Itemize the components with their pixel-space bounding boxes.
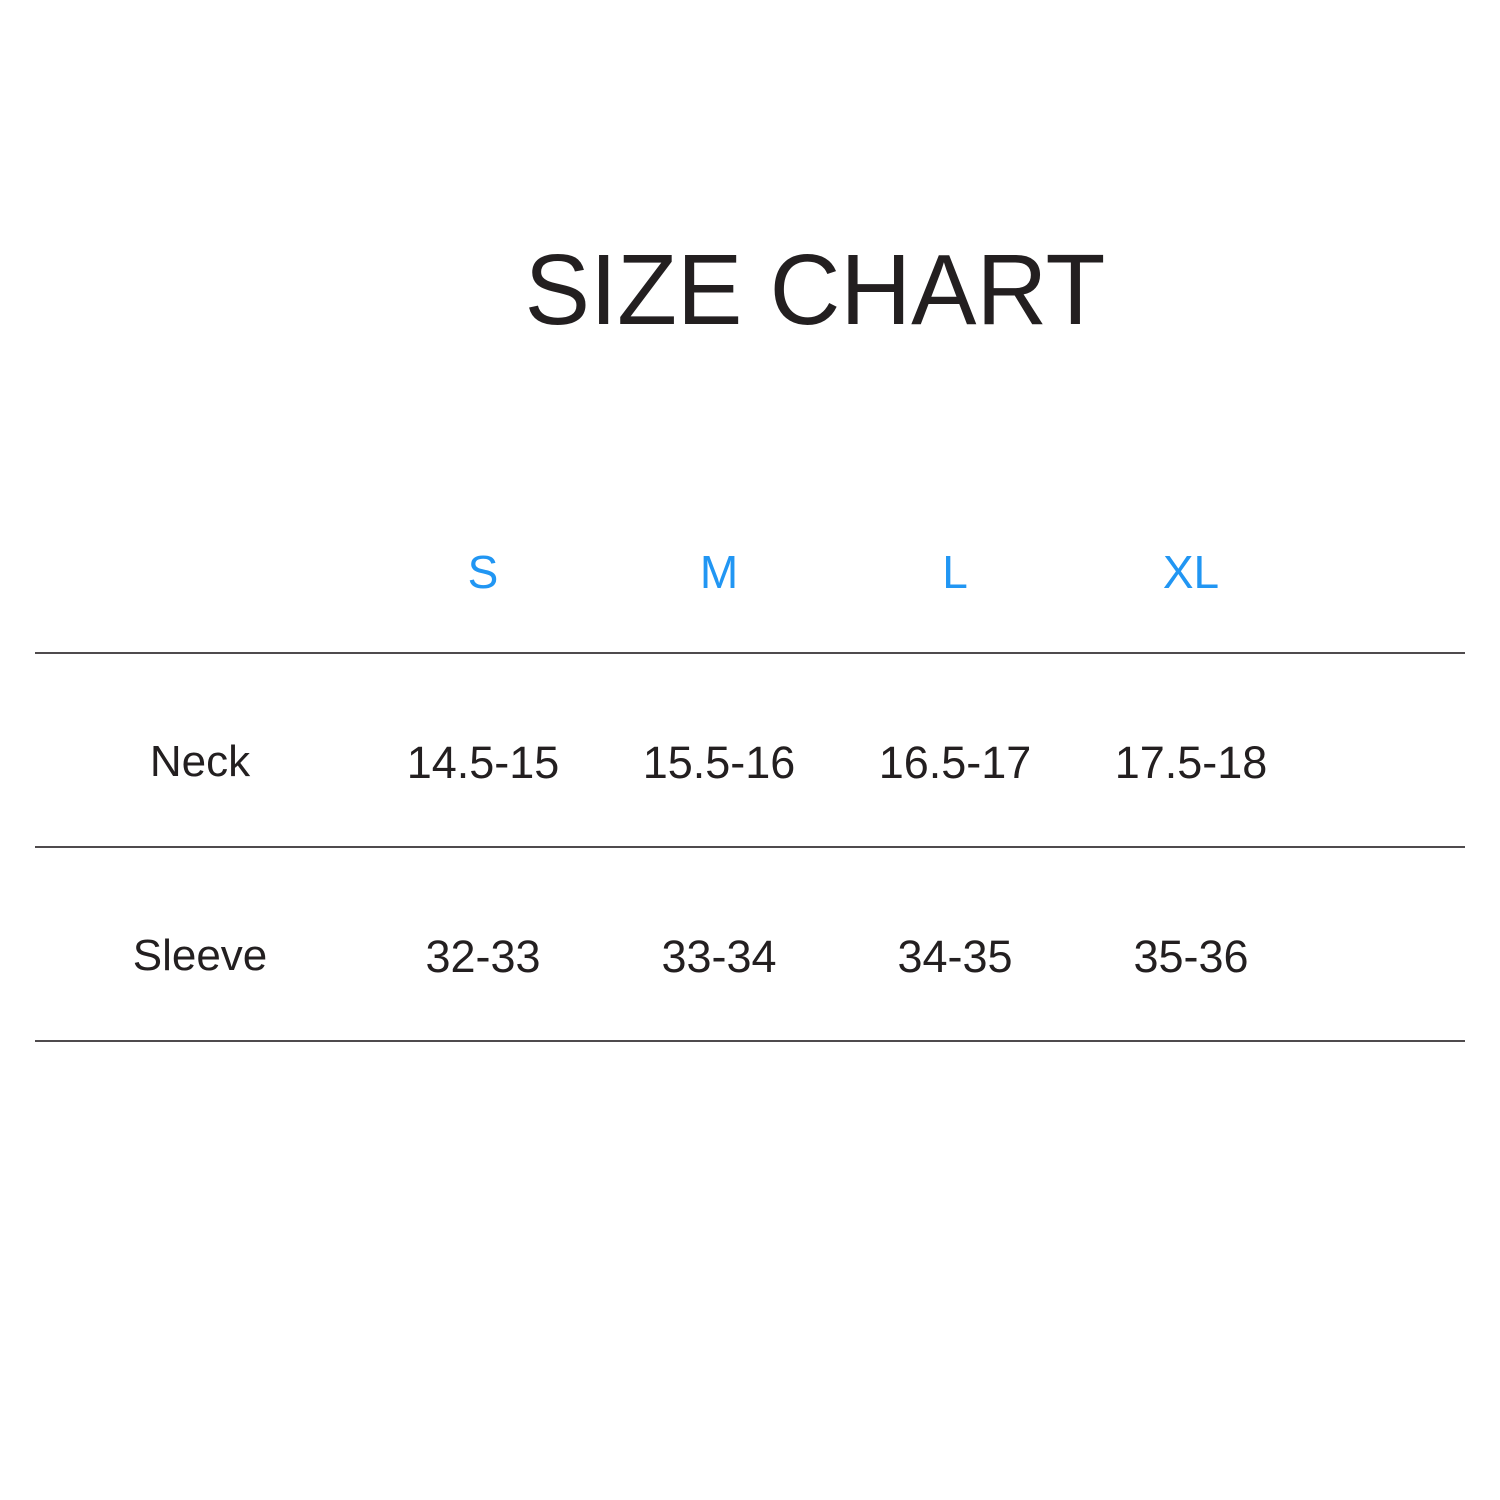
neck-value-m: 15.5-16: [642, 736, 796, 788]
neck-value-l: 16.5-17: [878, 736, 1032, 788]
neck-value-s: 14.5-15: [406, 736, 560, 788]
sleeve-value-l: 34-35: [897, 930, 1013, 982]
column-header-s: S: [467, 546, 499, 598]
table-row-sleeve: [35, 848, 1465, 1042]
table-row-neck: [35, 654, 1465, 848]
sleeve-value-xl: 35-36: [1133, 930, 1249, 982]
column-header-xl: XL: [1162, 546, 1220, 598]
size-table-header-row: [35, 492, 1465, 654]
row-label-sleeve: Sleeve: [132, 931, 268, 980]
neck-value-xl: 17.5-18: [1114, 736, 1268, 788]
sleeve-value-m: 33-34: [661, 930, 777, 982]
column-header-l: L: [942, 546, 968, 598]
page-title: SIZE CHART: [524, 234, 1106, 346]
sleeve-value-s: 32-33: [425, 930, 541, 982]
column-header-m: M: [699, 546, 739, 598]
size-table: [35, 492, 1465, 1042]
row-label-neck: Neck: [149, 737, 251, 786]
